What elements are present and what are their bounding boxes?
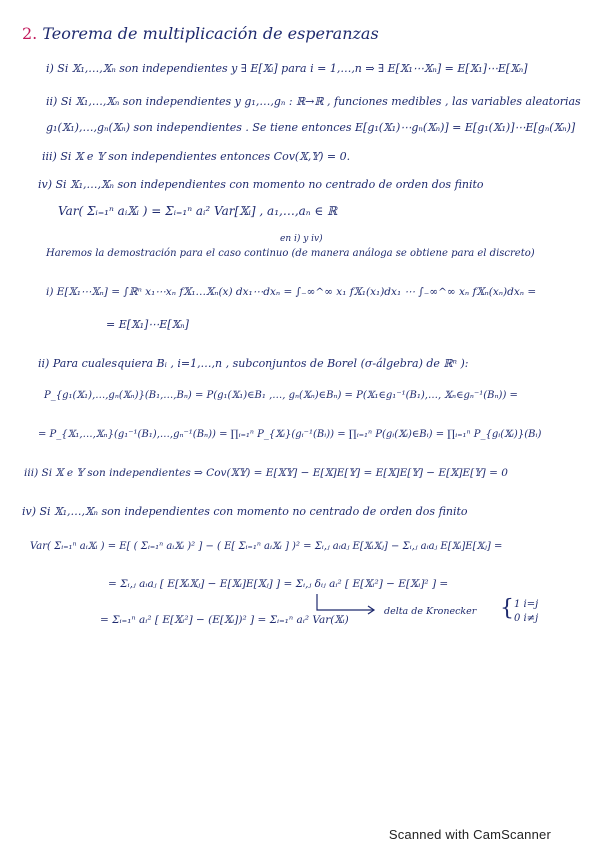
kronecker-case-2: 0 i≠j [514,613,539,624]
proof-ii-line1: ii) Para cualesquiera Bᵢ , i=1,…,n , subconjuntos de Borel (σ-álgebra) de ℝⁿ ): [38,357,469,370]
proof-iv-line3: = Σᵢ,ⱼ aᵢaⱼ [ E[𝕏ᵢ𝕏ⱼ] − E[𝕏ᵢ]E[𝕏ⱼ] ] = Σᵢ,ⱼ δᵢⱼ aᵢ² [ E[𝕏ᵢ²] − E[𝕏ᵢ]² ] = [108,578,449,590]
section-heading [22,24,379,44]
proof-iv-line4: = Σᵢ₌₁ⁿ aᵢ² [ E[𝕏ᵢ²] − (E[𝕏ᵢ])² ] = Σᵢ₌₁ⁿ aᵢ² Var(𝕏ᵢ) [100,614,349,626]
proof-iv-line2: Var( Σᵢ₌₁ⁿ aᵢ𝕏ᵢ ) = E[ ( Σᵢ₌₁ⁿ aᵢ𝕏ᵢ )² ] − ( E[ Σᵢ₌₁ⁿ aᵢ𝕏ᵢ ] )² = Σᵢ,ⱼ aᵢaⱼ E[𝕏ᵢ𝕏ⱼ] − Σᵢ,ⱼ aᵢaⱼ E[𝕏ᵢ]E[𝕏ⱼ] = [30,541,503,552]
statement-ii-line2: g₁(𝕏₁),…,gₙ(𝕏ₙ) son independientes . Se tiene entonces E[g₁(𝕏₁)⋯gₙ(𝕏ₙ)] = E[g₁(𝕏₁)]⋯E[gₙ(𝕏ₙ)] [46,121,576,134]
cases-brace: { [500,596,514,621]
kronecker-arrow [312,592,382,616]
kronecker-case-1: 1 i=j [514,599,539,610]
proof-iv-line1: iv) Si 𝕏₁,…,𝕏ₙ son independientes con momento no centrado de orden dos finito [22,505,468,518]
proof-i-line1: i) E[𝕏₁⋯𝕏ₙ] = ∫ℝⁿ x₁⋯xₙ f𝕏₁…𝕏ₙ(x) dx₁⋯dxₙ = ∫₋∞^∞ x₁ f𝕏₁(x₁)dx₁ ⋯ ∫₋∞^∞ xₙ f𝕏ₙ(xₙ)dxₙ = [46,286,537,298]
kronecker-note: delta de Kronecker [384,606,477,617]
proof-i-line2: = E[𝕏₁]⋯E[𝕏ₙ] [106,318,189,331]
statement-i: i) Si 𝕏₁,…,𝕏ₙ son independientes y ∃ E[𝕏ᵢ] para i = 1,…,n ⇒ ∃ E[𝕏₁⋯𝕏ₙ] = E[𝕏₁]⋯E[𝕏ₙ] [46,62,528,75]
proof-intro-note: en i) y iv) [280,234,323,244]
proof-iii: iii) Si 𝕏 e 𝕐 son independientes ⇒ Cov(𝕏𝕐) = E[𝕏𝕐] − E[𝕏]E[𝕐] = E[𝕏]E[𝕐] − E[𝕏]E[𝕐] = 0 [24,467,508,479]
section-number: 2. [22,24,38,43]
statement-iv: iv) Si 𝕏₁,…,𝕏ₙ son independientes con momento no centrado de orden dos finito [38,178,484,191]
scanner-watermark: Scanned with CamScanner [388,827,551,842]
proof-ii-line2: P_{g₁(𝕏₁),…,gₙ(𝕏ₙ)}(B₁,…,Bₙ) = P(g₁(𝕏₁)∈B₁ ,…, gₙ(𝕏ₙ)∈Bₙ) = P(𝕏₁∈g₁⁻¹(B₁),…, 𝕏ₙ∈gₙ⁻¹(Bₙ)) = [44,390,518,401]
section-title: Teorema de multiplicación de esperanzas [42,24,379,43]
statement-iv-formula: Var( Σᵢ₌₁ⁿ aᵢ𝕏ᵢ ) = Σᵢ₌₁ⁿ aᵢ² Var[𝕏ᵢ] , a₁,…,aₙ ∈ ℝ [58,204,338,218]
statement-ii-line1: ii) Si 𝕏₁,…,𝕏ₙ son independientes y g₁,…,gₙ : ℝ→ℝ , funciones medibles , las variables aleatorias [46,95,581,108]
proof-intro: Haremos la demostración para el caso continuo (de manera análoga se obtiene para el discreto) [46,248,535,259]
proof-ii-line3: = P_{𝕏₁,…,𝕏ₙ}(g₁⁻¹(B₁),…,gₙ⁻¹(Bₙ)) = ∏ᵢ₌₁ⁿ P_{𝕏ᵢ}(gᵢ⁻¹(Bᵢ)) = ∏ᵢ₌₁ⁿ P(gᵢ(𝕏ᵢ)∈Bᵢ) = ∏ᵢ₌₁ⁿ P_{gᵢ(𝕏ᵢ)}(Bᵢ) [38,429,542,440]
statement-iii: iii) Si 𝕏 e 𝕐 son independientes entonces Cov(𝕏,𝕐) = 0. [42,150,351,163]
